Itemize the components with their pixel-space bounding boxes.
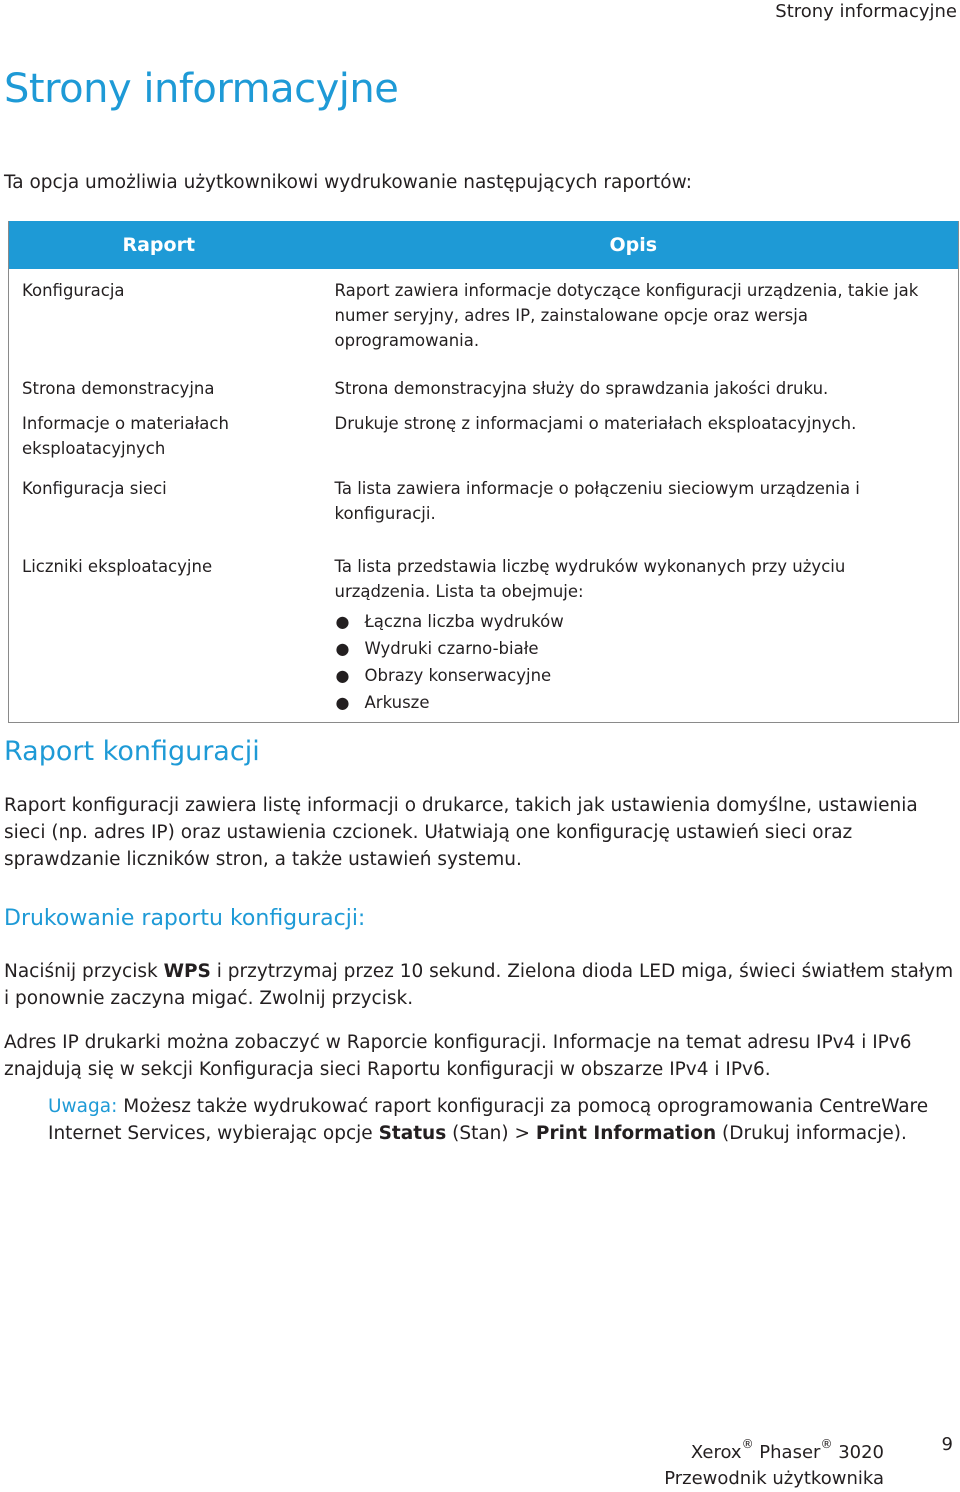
running-header: Strony informacyjne [775, 1, 957, 22]
table-header-row [9, 221, 959, 269]
column-header-report: Raport [9, 221, 309, 269]
report-name: Strona demonstracyjna [22, 379, 215, 398]
footer-model: 3020 [838, 1442, 884, 1463]
report-name: Informacje o materiałach eksploatacyjnych [22, 414, 229, 458]
ip-info-paragraph: Adres IP drukarki można zobaczyć w Raporcie konfiguracji. Informacje na temat adresu IPv4 i IPv6 znajdują się w sekcji Konfiguracja sieci Raportu konfiguracji w obszarze IPv4 i IPv6. [4, 1032, 912, 1080]
table-row [9, 540, 959, 723]
bullet-icon: ● [335, 639, 350, 658]
note-print-info-option: Print Information [535, 1123, 717, 1144]
table-row [9, 407, 959, 467]
footer-product-name: Phaser [759, 1442, 821, 1463]
list-item-text: Obrazy konserwacyjne [364, 666, 552, 685]
note-text: (Stan) > [446, 1123, 536, 1144]
table-row [9, 467, 959, 540]
note-label: Uwaga: [48, 1096, 118, 1117]
section-body: Raport konfiguracji zawiera listę informacji o drukarce, takich jak ustawienia domyślne, ustawienia sieci (np. adres IP) oraz ustawienia czcionek. Ułatwiają one konfigurację ustawień sieci oraz sprawdzanie liczników stron, a także ustawień systemu. [4, 795, 918, 870]
note-text: Możesz także wydrukować raport konfiguracji za pomocą oprogramowania CentreWare Internet Services, wybierając opcje [48, 1096, 929, 1144]
list-item [335, 635, 941, 662]
footer-product-line [664, 1434, 884, 1466]
table-row [9, 367, 959, 407]
report-description: Raport zawiera informacje dotyczące konfiguracji urządzenia, takie jak numer seryjny, adres IP, zainstalowane opcje oraz wersja oprogramowania. [334, 281, 919, 350]
bullet-icon: ● [335, 612, 350, 631]
step-prefix: Naciśnij przycisk [4, 961, 164, 982]
trademark-symbol: ® [820, 1437, 833, 1451]
note-status-option: Status [378, 1123, 447, 1144]
report-description: Drukuje stronę z informacjami o materiałach eksploatacyjnych. [334, 414, 857, 433]
list-item-text: Wydruki czarno-białe [364, 639, 539, 658]
list-item-text: Łączna liczba wydruków [364, 612, 564, 631]
report-description: Ta lista zawiera informacje o połączeniu sieciowym urządzenia i konfiguracji. [334, 479, 860, 523]
counter-list [335, 608, 941, 716]
note [48, 1093, 948, 1147]
report-description-cell [309, 540, 959, 723]
footer-brand: Xerox [690, 1442, 742, 1463]
intro-text: Ta opcja umożliwia użytkownikowi wydrukowanie następujących raportów: [4, 172, 692, 193]
procedure-title: Drukowanie raportu konfiguracji: [4, 906, 366, 931]
section-title: Raport konfiguracji [4, 736, 260, 767]
step-suffix: i przytrzymaj przez 10 sekund. Zielona dioda LED miga, świeci światłem stałym i ponownie zaczyna migać. Zwolnij przycisk. [4, 961, 954, 1009]
list-item [335, 608, 941, 635]
note-text: (Drukuj informacje). [716, 1123, 907, 1144]
column-header-description: Opis [309, 221, 959, 269]
bullet-icon: ● [335, 693, 350, 712]
page-title: Strony informacyjne [4, 66, 399, 112]
page-number: 9 [941, 1434, 953, 1455]
report-description: Strona demonstracyjna służy do sprawdzania jakości druku. [334, 379, 829, 398]
trademark-symbol: ® [741, 1437, 754, 1451]
procedure-step [4, 958, 956, 1012]
list-item [335, 662, 941, 689]
wps-button-name: WPS [163, 961, 211, 982]
reports-table [8, 221, 959, 723]
report-name: Konfiguracja [22, 281, 125, 300]
footer-guide: Przewodnik użytkownika [664, 1468, 884, 1489]
footer-product [664, 1434, 884, 1492]
list-item [335, 689, 941, 716]
list-item-text: Arkusze [364, 693, 430, 712]
report-name: Liczniki eksploatacyjne [22, 557, 213, 576]
report-name: Konfiguracja sieci [22, 479, 167, 498]
report-description: Ta lista przedstawia liczbę wydruków wykonanych przy użyciu urządzenia. Lista ta obejmuje: [334, 557, 846, 601]
bullet-icon: ● [335, 666, 350, 685]
table-row [9, 269, 959, 367]
